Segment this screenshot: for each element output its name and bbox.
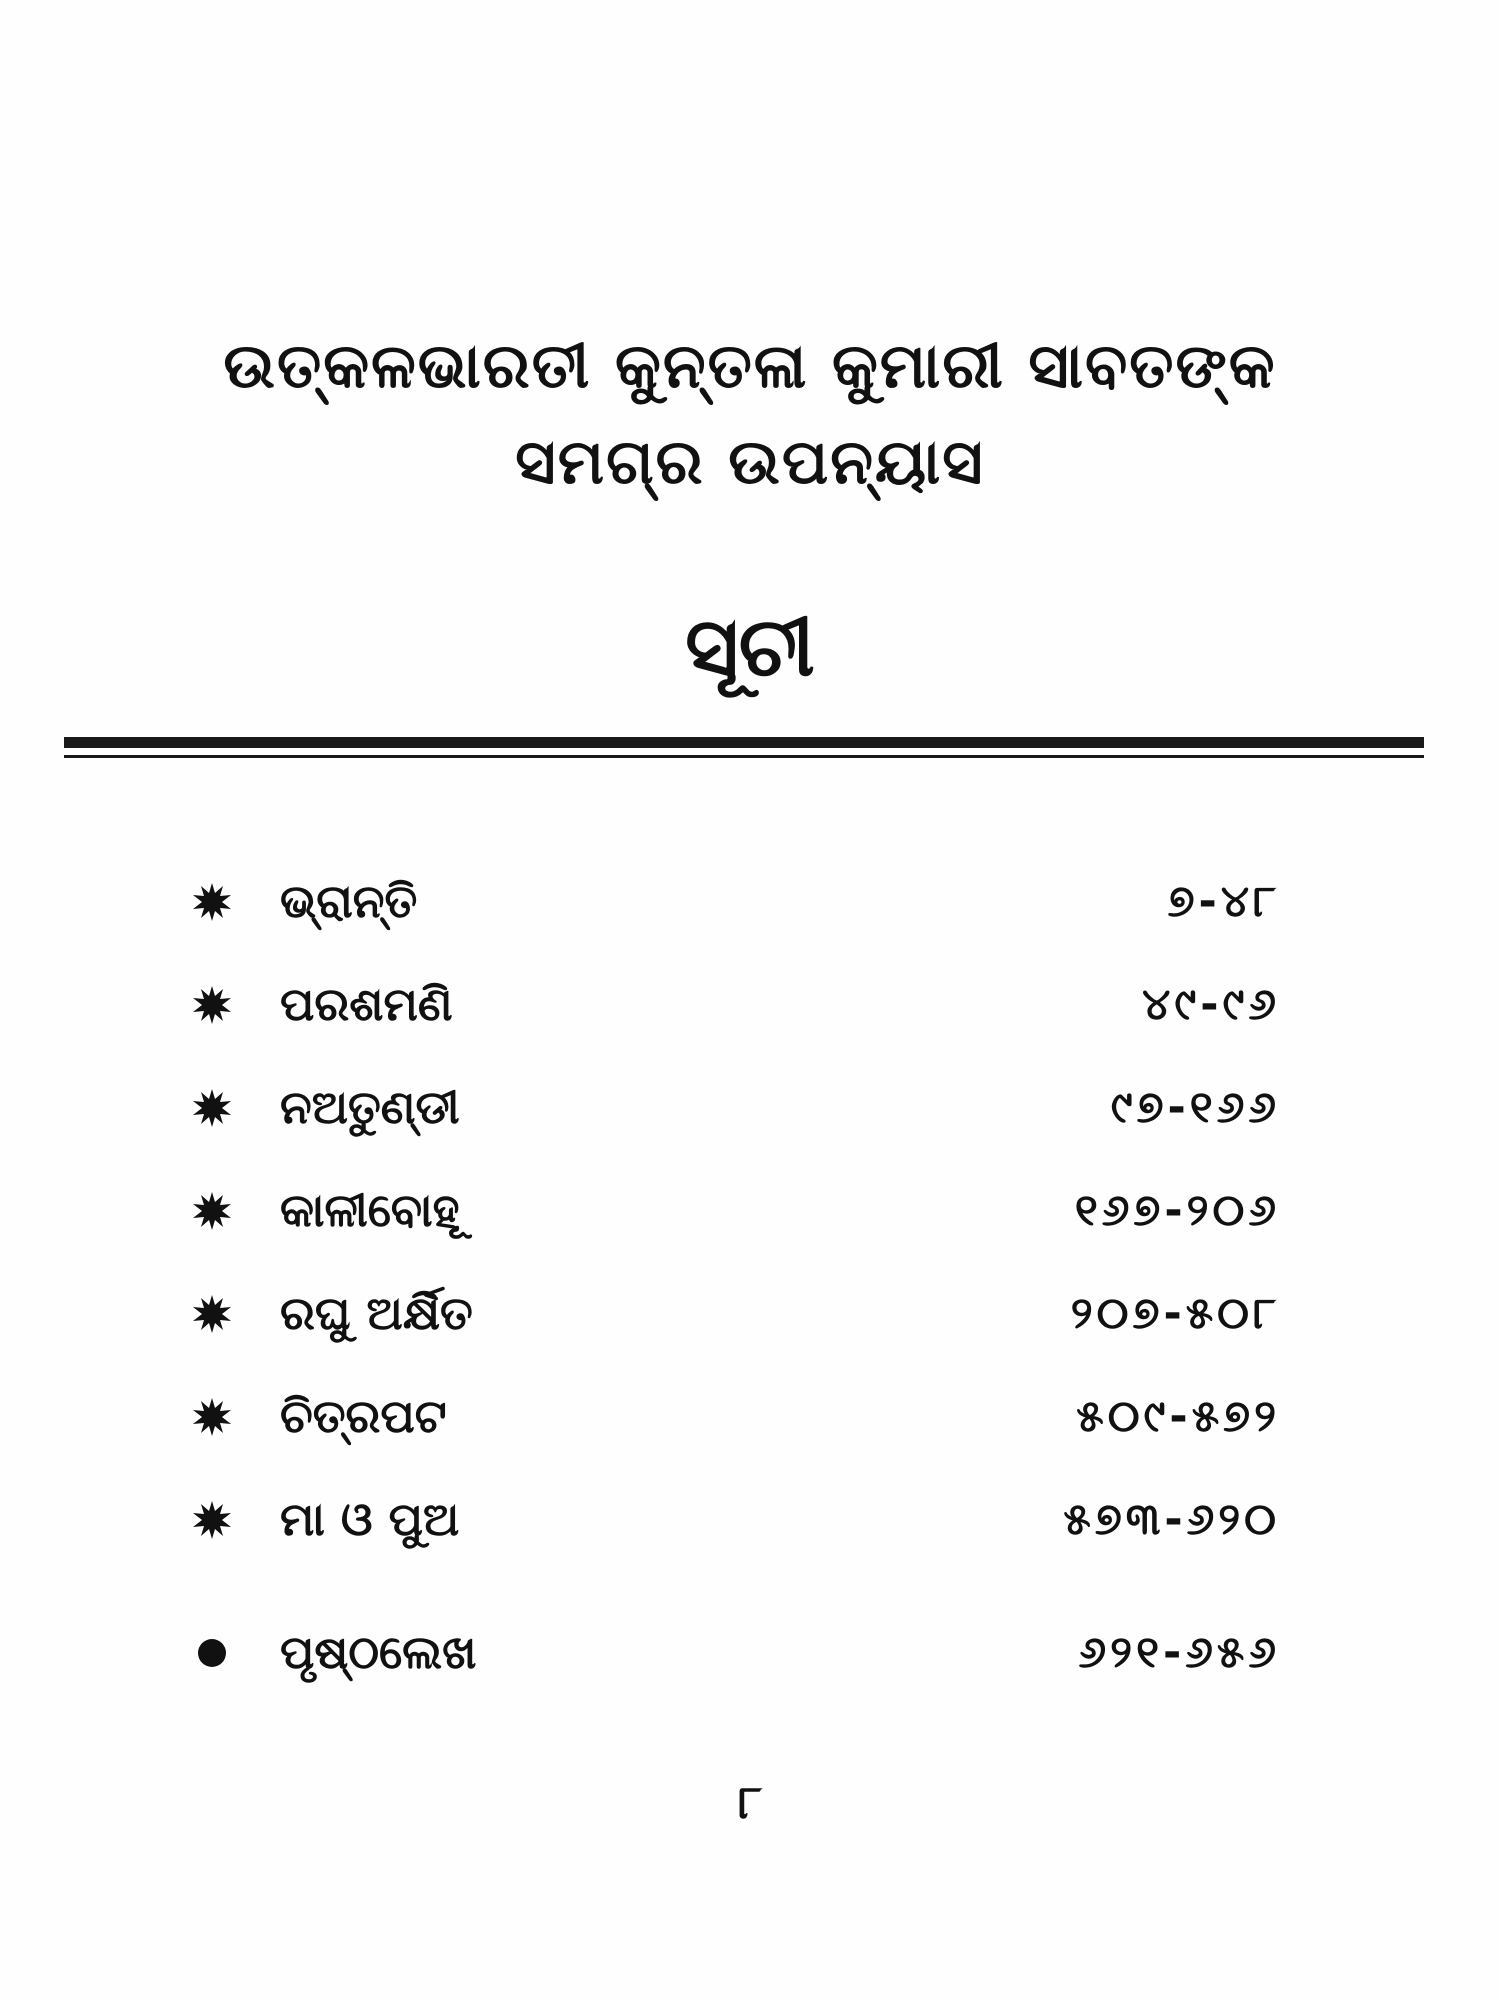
starburst-icon xyxy=(190,1086,234,1130)
contents-list xyxy=(190,850,1280,1704)
contents-entry xyxy=(190,1468,1280,1571)
entry-page-range: ୭-୪୮ xyxy=(1167,876,1280,927)
entry-page-range: ୬୨୧-୬୫୬ xyxy=(1078,1627,1280,1678)
divider-thin xyxy=(64,755,1424,758)
entry-page-range: ୪୯-୯୬ xyxy=(1142,979,1280,1030)
starburst-icon xyxy=(190,1189,234,1233)
divider-thick xyxy=(64,737,1424,748)
starburst-icon xyxy=(190,1498,234,1542)
bullet-dot-icon xyxy=(190,1631,234,1675)
contents-entry xyxy=(190,1365,1280,1468)
contents-entry xyxy=(190,1601,1280,1704)
starburst-icon xyxy=(190,1395,234,1439)
entry-title: ରଘୁ ଅର୍କ୍ଷିତ xyxy=(280,1285,473,1340)
entry-title: ପୃଷ୍ଠଲେଖ xyxy=(280,1624,477,1679)
entry-page-range: ୫୦୯-୫୭୨ xyxy=(1076,1391,1280,1442)
entry-title: ନଅତୁଣ୍ଡୀ xyxy=(280,1079,460,1134)
book-title-line-1: ଉତ୍କଳଭାରତୀ କୁନ୍ତଳା କୁମାରୀ ସାବତଙ୍କ xyxy=(223,329,1277,402)
book-title-line-2: ସମଗ୍ର ଉପନ୍ୟାସ xyxy=(515,425,985,498)
contents-entry xyxy=(190,1262,1280,1365)
entry-title: ଚିତ୍ରପଟ xyxy=(280,1388,447,1443)
contents-heading: ସୂଚୀ xyxy=(685,600,815,695)
entry-page-range: ୯୭-୧୬୬ xyxy=(1110,1082,1280,1133)
contents-entry xyxy=(190,850,1280,953)
contents-entry xyxy=(190,1159,1280,1262)
starburst-icon xyxy=(190,880,234,924)
entry-title: ଭ୍ରାନ୍ତି xyxy=(280,873,418,928)
contents-entry xyxy=(190,953,1280,1056)
entry-page-range: ୨୦୭-୫୦୮ xyxy=(1070,1288,1280,1339)
entry-page-range: ୧୬୭-୨୦୬ xyxy=(1074,1185,1280,1236)
entry-title: ପରଶମଣି xyxy=(280,976,453,1031)
book-title xyxy=(0,318,1500,510)
page-number: ୮ xyxy=(737,1775,762,1829)
entry-page-range: ୫୭୩-୬୨୦ xyxy=(1063,1494,1280,1545)
contents-entry xyxy=(190,1056,1280,1159)
starburst-icon xyxy=(190,1292,234,1336)
entry-title: କାଳୀବୋହୂ xyxy=(280,1182,460,1237)
starburst-icon xyxy=(190,983,234,1027)
entry-title: ମା ଓ ପୁଅ xyxy=(280,1491,460,1546)
